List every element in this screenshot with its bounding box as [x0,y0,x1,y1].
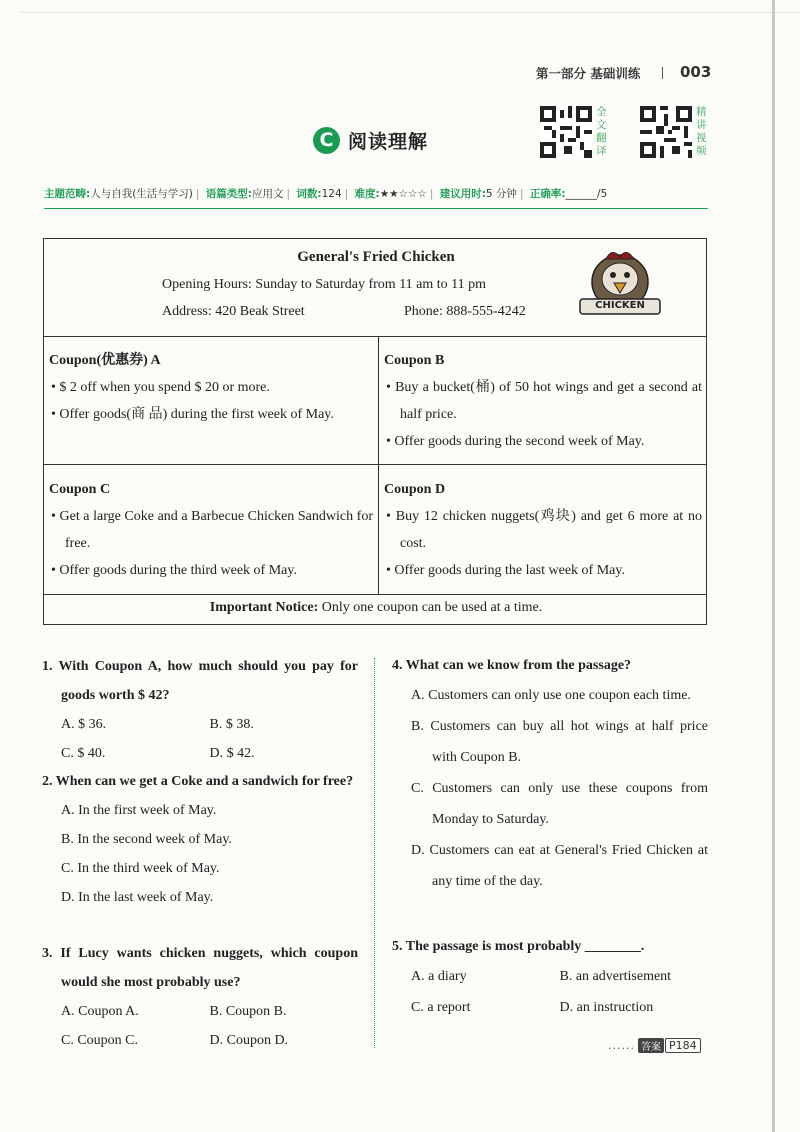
coupon-a [49,347,373,428]
option[interactable]: C. $ 40. [61,746,106,761]
advertisement-box [43,238,707,625]
divider [44,594,706,595]
question-stem: 4. What can we know from the passage? [392,658,632,673]
question-4 [392,651,708,897]
coupon-d [384,476,702,584]
option[interactable]: C. Customers can only use these coupons from Monday to Saturday. [411,781,708,827]
meta-accuracy: 正确率:______/5 [529,188,608,200]
question-stem: 5. The passage is most probably ________. [392,939,645,954]
question-stem: 2. When can we get a Coke and a sandwich for free? [42,774,354,789]
divider [44,464,706,465]
option[interactable]: C. a report [411,1000,471,1015]
coupon-title: Coupon(优惠券) A [49,353,161,368]
qr-label-video: 精 讲 视 频 [696,106,707,157]
option[interactable]: B. Customers can buy all hot wings at half price with Coupon B. [411,719,708,765]
question-1 [42,652,358,768]
coupon-c [49,476,373,584]
coupon-title: Coupon D [384,482,446,497]
option[interactable]: C. Coupon C. [61,1033,139,1048]
meta-difficulty: 难度:★★☆☆☆ [354,188,427,200]
column-divider [374,658,375,1048]
option[interactable]: B. an advertisement [559,969,672,984]
option[interactable]: A. $ 36. [61,717,107,732]
divider [44,336,706,337]
scan-edge-top [20,12,800,13]
option[interactable]: B. In the second week of May. [61,832,232,847]
option[interactable]: A. a diary [411,969,467,984]
coupon-title: Coupon B [384,353,445,368]
meta-bar: 主题范畴:人与自我(生活与学习) | 语篇类型:应用文 | 词数:124 | 难度:★★☆☆☆ | 建议用时:5 分钟 | 正确率:______/5 [44,188,608,200]
coupon-item: • Offer goods during the second week of May. [386,434,645,449]
coupon-item: • Get a large Coke and a Barbecue Chicken Sandwich for free. [51,509,373,551]
answer-reference[interactable]: ...... 答案 P184 [608,1038,701,1053]
option[interactable]: C. In the third week of May. [61,861,220,876]
meta-topic: 主题范畴:人与自我(生活与学习) [44,188,193,200]
coupon-b [384,347,702,455]
meta-suggested-time: 建议用时:5 分钟 [439,188,517,200]
page-number: 003 [680,63,712,81]
meta-word-count: 词数:124 [296,188,342,200]
coupon-title: Coupon C [49,482,111,497]
qr-label-translation: 全 文 翻 译 [596,106,607,157]
qr-code-video-icon[interactable] [640,106,692,158]
question-2 [42,767,358,912]
question-3 [42,939,358,1055]
important-notice: Important Notice: Only one coupon can be used at a time. [209,600,543,615]
option[interactable]: D. In the last week of May. [61,890,214,905]
coupon-item: • $ 2 off when you spend $ 20 or more. [51,380,270,395]
section-label: 第一部分 基础训练 [536,66,641,81]
scan-edge-right [772,0,775,1132]
qr-code-translation-icon[interactable] [540,106,592,158]
meta-underline [44,208,708,209]
header-divider [662,67,663,79]
option[interactable]: A. In the first week of May. [61,803,217,818]
option[interactable]: B. Coupon B. [209,1004,287,1019]
option[interactable]: D. Coupon D. [209,1033,289,1048]
question-5 [392,932,708,1023]
answer-tag: 答案 [638,1038,664,1053]
meta-genre: 语篇类型:应用文 [205,188,284,200]
chicken-logo-text: CHICKEN [595,300,645,311]
divider [378,336,379,594]
question-stem: 3. If Lucy wants chicken nuggets, which coupon would she most probably use? [42,946,358,990]
option[interactable]: D. Customers can eat at General's Fried Chicken at any time of the day. [411,843,708,889]
option[interactable]: D. an instruction [559,1000,654,1015]
shop-address: Address: 420 Beak Street [162,304,305,319]
option[interactable]: B. $ 38. [209,717,254,732]
coupon-item: • Buy a bucket(桶) of 50 hot wings and get a second at half price. [386,380,702,422]
coupon-item: • Offer goods during the last week of May. [386,563,625,578]
option[interactable]: A. Customers can only use one coupon each time. [411,688,691,703]
section-logo-icon: C [313,127,340,154]
shop-phone: Phone: 888-555-4242 [404,304,526,319]
coupon-item: • Offer goods during the third week of May. [51,563,297,578]
option[interactable]: D. $ 42. [209,746,255,761]
question-stem: 1. With Coupon A, how much should you pay for goods worth $ 42? [42,659,358,703]
page-title: 阅读理解 [348,131,429,153]
shop-name: General's Fried Chicken [297,249,455,265]
coupon-item: • Offer goods(商 品) during the first week of May. [51,407,334,422]
option[interactable]: A. Coupon A. [61,1004,139,1019]
opening-hours: Opening Hours: Sunday to Saturday from 11 am to 11 pm [162,277,487,292]
answer-page: P184 [665,1038,701,1053]
coupon-item: • Buy 12 chicken nuggets(鸡块) and get 6 more at no cost. [386,509,703,551]
